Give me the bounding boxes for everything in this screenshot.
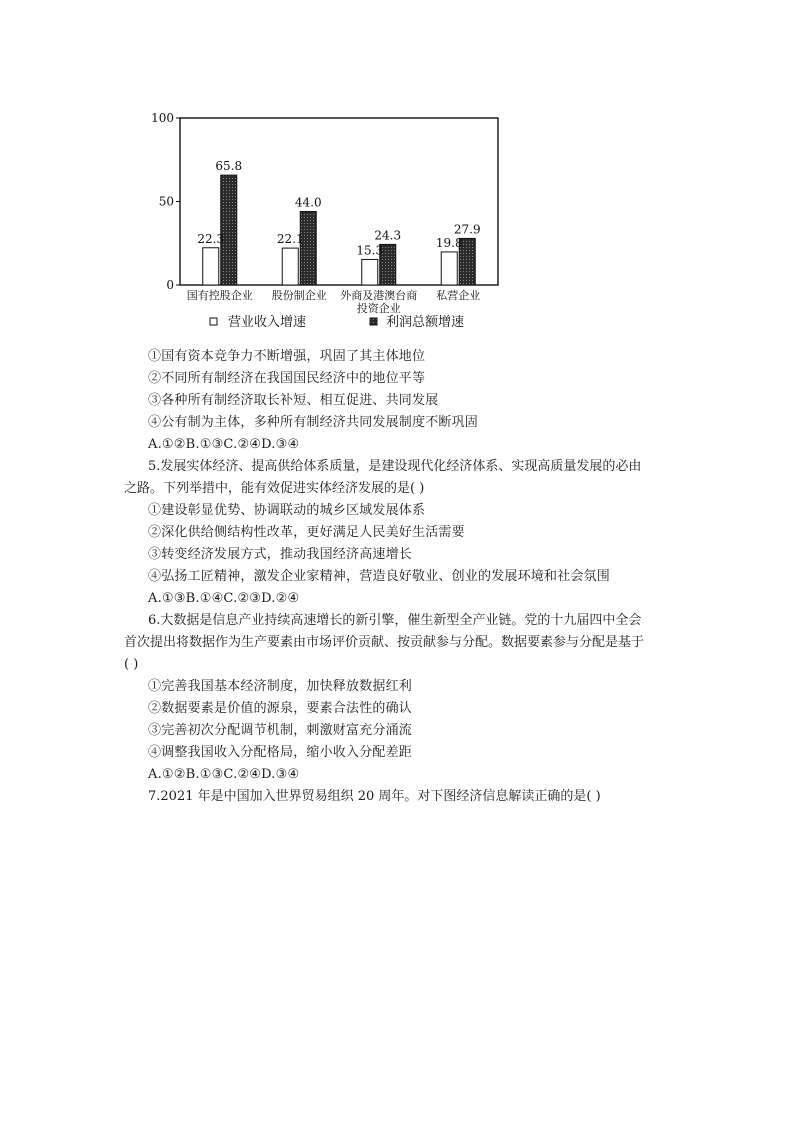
legend-label-revenue: 营业收入增速 (228, 315, 307, 330)
q5-option-3: ③转变经济发展方式，推动我国经济高速增长 (148, 547, 413, 562)
data-label: 24.3 (374, 228, 402, 243)
legend-label-profit: 利润总额增速 (386, 315, 465, 330)
legend-swatch-revenue (210, 318, 217, 325)
y-tick-label: 100 (151, 111, 174, 125)
q6-option-1: ①完善我国基本经济制度，加快释放数据红利 (148, 679, 413, 694)
q7-stem-line-1: 7.2021 年是中国加入世界贸易组织 20 周年。对下图经济信息解读正确的是( ) (148, 789, 601, 804)
q4-option-4: ④公有制为主体，多种所有制经济共同发展制度不断巩固 (148, 415, 479, 430)
q4-option-3: ③各种所有制经济取长补短、相互促进、共同发展 (148, 393, 439, 408)
data-label: 15.3 (356, 243, 384, 258)
data-label: 19.8 (435, 235, 463, 250)
bar-profit (221, 175, 237, 285)
bar-chart (150, 108, 510, 340)
data-label: 65.8 (215, 159, 243, 174)
category-label: 股份制企业 (271, 289, 327, 302)
q5-option-2: ②深化供给侧结构性改革，更好满足人民美好生活需要 (148, 525, 465, 540)
category-label: 投资企业 (356, 302, 401, 315)
q6-stem-line-1: 6.大数据是信息产业持续高速增长的新引擎，催生新型全产业链。党的十九届四中全会 (148, 613, 642, 628)
bar-profit (300, 212, 316, 285)
q4-option-1: ①国有资本竞争力不断增强，巩固了其主体地位 (148, 349, 426, 364)
q6-stem-line-2: 首次提出将数据作为生产要素由市场评价贡献、按贡献参与分配。数据要素参与分配是基于 (124, 635, 645, 650)
q5-option-1: ①建设彰显优势、协调联动的城乡区域发展体系 (148, 503, 426, 518)
q5-stem-line-1: 5.发展实体经济、提高供给体系质量，是建设现代化经济体系、实现高质量发展的必由 (148, 459, 642, 474)
category-label: 私营企业 (436, 289, 481, 302)
chart-legend (210, 314, 464, 330)
bar-revenue (362, 259, 378, 285)
q6-option-3: ③完善初次分配调节机制，刺激财富充分涌流 (148, 723, 413, 738)
category-label: 外商及港澳台商 (340, 289, 418, 302)
data-label: 27.9 (453, 222, 481, 237)
q4-answer-choices: A.①②B.①③C.②④D.③④ (148, 437, 300, 452)
q4-option-2: ②不同所有制经济在我国国民经济中的地位平等 (148, 371, 426, 386)
bar-revenue (282, 248, 298, 285)
data-label: 44.0 (294, 195, 322, 210)
legend-swatch-profit (370, 318, 377, 325)
y-tick-label: 0 (166, 278, 174, 292)
bar-revenue (441, 252, 457, 285)
chart-bars (203, 175, 476, 285)
data-label: 22.1 (276, 232, 304, 247)
q5-option-4: ④弘扬工匠精神，激发企业家精神，营造良好敬业、创业的发展环境和社会氛围 (148, 569, 611, 584)
q6-stem-line-3: ( ) (124, 657, 139, 672)
q5-answer-choices: A.①③B.①④C.②③D.②④ (148, 591, 300, 606)
q6-option-2: ②数据要素是价值的源泉，要素合法性的确认 (148, 701, 413, 716)
category-label: 国有控股企业 (186, 289, 253, 302)
y-tick-label: 50 (158, 194, 174, 209)
bar-revenue (203, 248, 219, 285)
q6-answer-choices: A.①②B.①③C.②④D.③④ (148, 767, 300, 782)
q5-stem-line-2: 之路。下列举措中，能有效促进实体经济发展的是( ) (124, 481, 425, 496)
q6-option-4: ④调整我国收入分配格局，缩小收入分配差距 (148, 745, 413, 760)
data-label: 22.3 (197, 231, 225, 246)
